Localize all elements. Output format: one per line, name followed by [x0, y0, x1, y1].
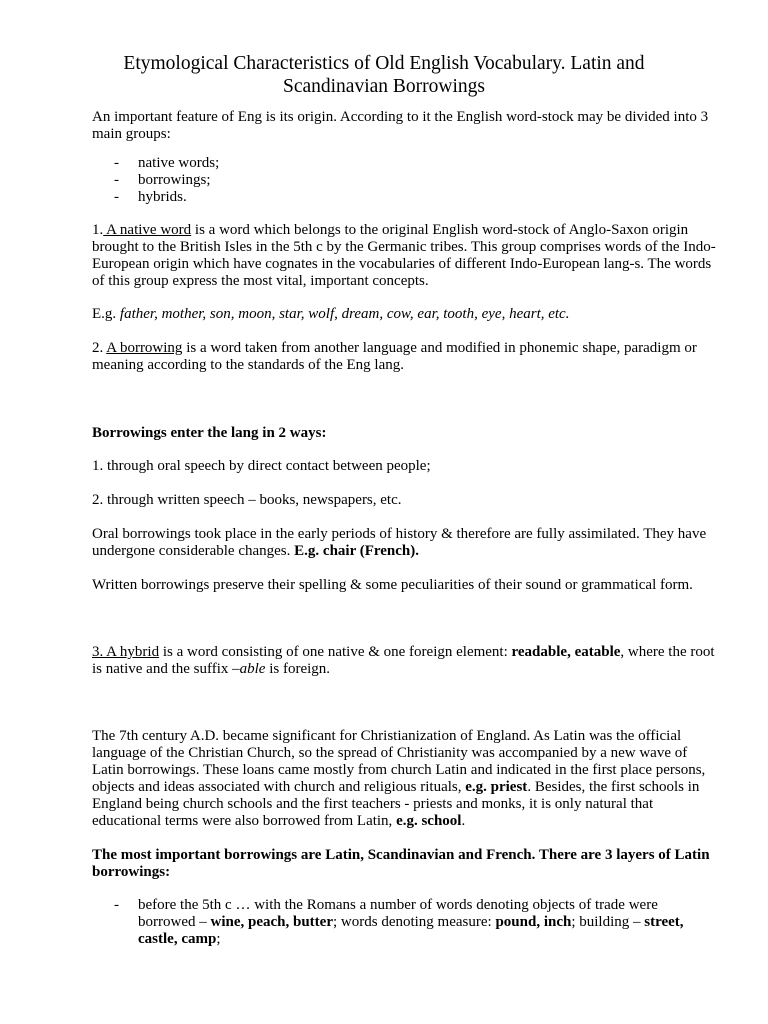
- layers-heading: The most important borrowings are Latin, Scandinavian and French. There are 3 layers of Latin borrowings:: [92, 847, 710, 880]
- oral-borrowings-paragraph: [92, 526, 722, 560]
- native-word-term: A native word: [103, 222, 192, 238]
- intro-paragraph: An important feature of Eng is its origin. According to it the English word-stock may be divided into 3 main groups:: [92, 109, 709, 142]
- group-item-borrowings: borrowings;: [138, 172, 211, 188]
- list-marker: -: [114, 155, 119, 171]
- latin-layer-item: before the 5th c … with the Romans a number of words denoting objects of trade were borrowed – wine, peach, butter; words denoting measure: pound, inch; building – street, castle, camp;: [138, 897, 684, 947]
- written-way-item: 2. through written speech – books, newspapers, etc.: [92, 492, 402, 508]
- list-marker: -: [114, 897, 119, 913]
- ways-heading: Borrowings enter the lang in 2 ways:: [92, 425, 327, 441]
- native-example-words: father, mother, son, moon, star, wolf, dream, cow, ear, tooth, eye, heart, etc.: [119, 306, 570, 322]
- latin-paragraph: The 7th century A.D. became significant for Christianization of England. As Latin was the official language of the Christian Church, so the spread of Christianity was accompanied by a new wave of Latin borrowings. These loans came mostly from church Latin and indicated in the first place persons, objects and ideas associated with church and religious rituals, e.g. priest. Besides, the first schools in England being church schools and the first teachers - priests and monks, it is only natural that educational terms were also borrowed from Latin, e.g. school.: [92, 728, 706, 829]
- example-label: E.g.: [92, 306, 120, 322]
- borrowing-definition: is a word taken from another language and modified in phonemic shape, paradigm or meaning according to the standards of the Eng lang.: [92, 340, 697, 373]
- latin-example-priest: e.g. priest: [465, 779, 528, 795]
- native-number: 1.: [92, 222, 104, 238]
- hybrid-term: 3. A hybrid: [92, 644, 160, 660]
- latin-example-school: e.g. school: [396, 813, 462, 829]
- document-title: [60, 52, 708, 98]
- title-line-1: Etymological Characteristics of Old English Vocabulary. Latin and: [123, 53, 645, 74]
- hybrid-examples: readable, eatable: [511, 644, 621, 660]
- written-borrowings-paragraph: Written borrowings preserve their spelling & some peculiarities of their sound or grammatical form.: [92, 577, 693, 593]
- group-item-native: native words;: [138, 155, 220, 171]
- title-line-2: Scandinavian Borrowings: [282, 76, 485, 97]
- borrowing-term: A borrowing: [106, 340, 183, 356]
- group-item-hybrids: hybrids.: [138, 189, 187, 205]
- list-marker: -: [114, 172, 119, 188]
- hybrid-paragraph: 3. A hybrid is a word consisting of one native & one foreign element: readable, eatable, where the root is native and the suffix –able is foreign.: [92, 644, 715, 677]
- native-word-paragraph: [92, 222, 722, 290]
- native-example-paragraph: [92, 306, 722, 323]
- oral-borrowings-example: E.g. chair (French).: [294, 543, 420, 559]
- hybrid-suffix: able: [239, 661, 266, 677]
- borrowing-number: 2.: [92, 340, 107, 356]
- oral-way-item: 1. through oral speech by direct contact between people;: [92, 458, 431, 474]
- native-word-definition: is a word which belongs to the original English word-stock of Anglo-Saxon origin brought to the British Isles in the 5th c by the Germanic tribes. This group comprises words of the Indo-European origin which have cognates in the vocabularies of different Indo-European lang-s. The words of this group express the most vital, important concepts.: [92, 222, 716, 289]
- borrowing-paragraph: [92, 340, 722, 374]
- oral-borrowings-text: Oral borrowings took place in the early periods of history & therefore are fully assimilated. They have undergone considerable changes.: [92, 526, 707, 559]
- list-marker: -: [114, 189, 119, 205]
